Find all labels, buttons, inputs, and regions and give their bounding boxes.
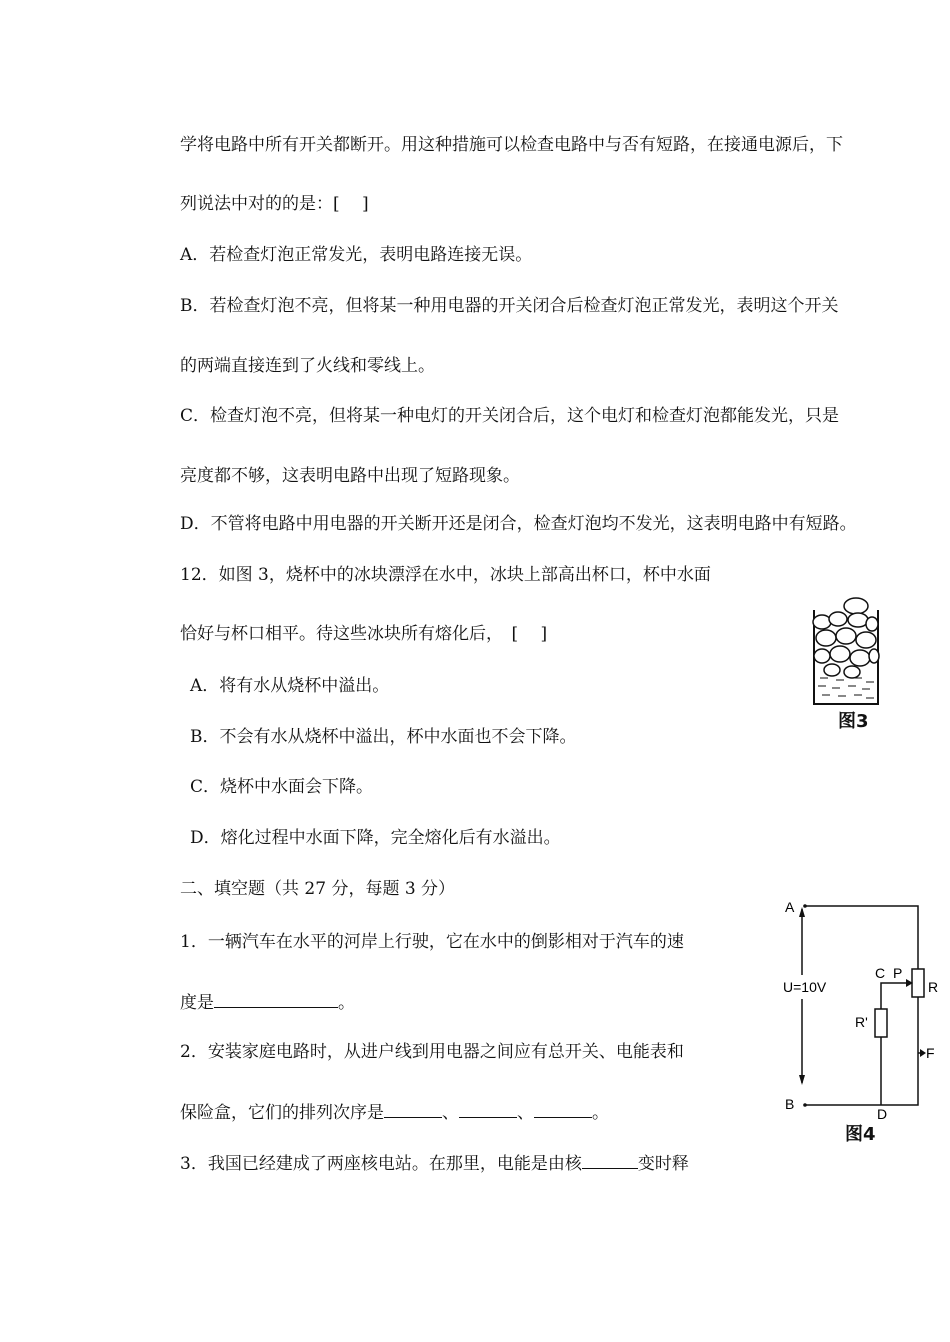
answer-blank xyxy=(459,1100,517,1118)
label-voltage: U=10V xyxy=(783,979,827,995)
option-b: B．若检查灯泡不亮，但将某一种用电器的开关闭合后检查灯泡正常发光，表明这个开关 xyxy=(180,296,839,316)
option-a: A．若检查灯泡正常发光，表明电路连接无误。 xyxy=(180,245,533,265)
option-c: C．检查灯泡不亮，但将某一种电灯的开关闭合后，这个电灯和检查灯泡都能发光，只是 xyxy=(180,406,840,426)
label-d: D xyxy=(877,1106,888,1120)
fill-question-3 xyxy=(180,1151,689,1175)
text-line: 学将电路中所有开关都断开。用这种措施可以检查电路中与否有短路，在接通电源后，下 xyxy=(180,135,843,155)
answer-blank xyxy=(384,1100,442,1118)
text-line: 列说法中对的的是：[ ] xyxy=(180,194,369,214)
text-line: 恰好与杯口相平。待这些冰块所有熔化后， [ ] xyxy=(180,624,548,644)
label-b: B xyxy=(785,1096,795,1112)
section-heading: 二、填空题（共 27 分，每题 3 分） xyxy=(180,879,456,899)
text-line xyxy=(180,990,355,1014)
label-r: R xyxy=(928,979,939,995)
text-line: 亮度都不够，这表明电路中出现了短路现象。 xyxy=(180,466,520,486)
text-segment: 变时释 xyxy=(637,1154,689,1174)
fill-question-1: 1．一辆汽车在水平的河岸上行驶，它在水中的倒影相对于汽车的速 xyxy=(180,932,684,952)
figure-4-circuit xyxy=(775,895,950,1120)
text-segment: 3．我国已经建成了两座核电站。在那里，电能是由核 xyxy=(180,1154,582,1174)
label-a: A xyxy=(785,899,795,915)
text-segment: 、 xyxy=(442,1103,459,1123)
text-line: 的两端直接连到了火线和零线上。 xyxy=(180,356,435,376)
text-segment: 。 xyxy=(592,1103,609,1123)
question-12: 12．如图 3，烧杯中的冰块漂浮在水中，冰块上部高出杯口，杯中水面 xyxy=(180,565,711,585)
q12-option-a: A．将有水从烧杯中溢出。 xyxy=(190,676,390,696)
label-r-prime: R' xyxy=(855,1014,868,1030)
answer-blank xyxy=(534,1100,592,1118)
text-segment: 度是 xyxy=(180,993,214,1013)
label-f: F xyxy=(926,1045,935,1061)
q12-option-c: C．烧杯中水面会下降。 xyxy=(190,777,374,797)
text-segment: 、 xyxy=(517,1103,534,1123)
answer-blank xyxy=(214,990,338,1008)
figure-4-caption: 图4 xyxy=(845,1124,876,1145)
q12-option-b: B．不会有水从烧杯中溢出，杯中水面也不会下降。 xyxy=(190,727,577,747)
label-c: C xyxy=(875,965,886,981)
figure-3-beaker xyxy=(808,592,888,710)
option-d: D．不管将电路中用电器的开关断开还是闭合，检查灯泡均不发光，这表明电路中有短路。 xyxy=(180,514,857,534)
fill-question-2: 2．安装家庭电路时，从进户线到用电器之间应有总开关、电能表和 xyxy=(180,1042,684,1062)
text-segment: 。 xyxy=(338,993,355,1013)
figure-3-caption: 图3 xyxy=(838,711,869,732)
text-line xyxy=(180,1100,609,1124)
label-p: P xyxy=(893,965,903,981)
text-segment: 保险盒，它们的排列次序是 xyxy=(180,1103,384,1123)
answer-blank xyxy=(582,1151,638,1169)
q12-option-d: D．熔化过程中水面下降，完全熔化后有水溢出。 xyxy=(190,828,561,848)
